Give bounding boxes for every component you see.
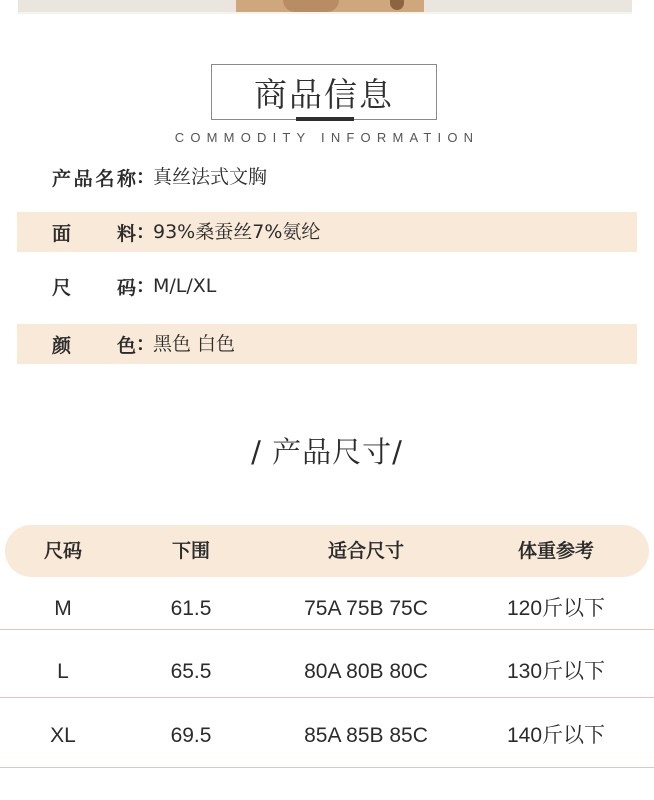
- label-char: 料: [116, 222, 136, 245]
- size-cell: L: [57, 660, 69, 683]
- info-row-color: [17, 324, 637, 364]
- info-row-product-name: [17, 157, 637, 197]
- row-divider: [0, 767, 654, 768]
- weight-cell: 120斤以下: [506, 597, 606, 620]
- label-char: 尺: [52, 276, 72, 299]
- info-label: [52, 266, 136, 306]
- label-char: 品: [73, 167, 93, 190]
- info-value-size: M/L/XL: [153, 275, 217, 297]
- size-cell: XL: [50, 724, 76, 747]
- fit-size-cell: 80A 80B 80C: [304, 660, 428, 683]
- garment-detail: [283, 0, 339, 12]
- label-char: 称: [116, 167, 136, 190]
- size-table-header: [5, 525, 649, 577]
- size-chart-heading: / 产品尺寸/: [251, 435, 403, 469]
- photo-edge: [18, 12, 632, 14]
- row-divider: [0, 629, 654, 630]
- info-label: [52, 324, 136, 364]
- column-header-weight: 体重参考: [517, 540, 594, 562]
- info-value-fabric: 93%桑蚕丝7%氨纶: [153, 221, 321, 243]
- info-label: [52, 157, 136, 197]
- product-photo-strip: [18, 0, 632, 14]
- info-row-fabric: [17, 212, 637, 252]
- column-header-underbust: 下围: [171, 540, 210, 562]
- row-divider: [0, 697, 654, 698]
- title-underline: [296, 117, 354, 121]
- table-row: [0, 640, 654, 704]
- column-header-size: 尺码: [43, 540, 82, 562]
- fit-size-cell: 85A 85B 85C: [304, 724, 428, 747]
- weight-cell: 140斤以下: [506, 724, 606, 747]
- fit-size-cell: 75A 75B 75C: [304, 597, 428, 620]
- info-label: [52, 212, 136, 252]
- info-value-color: 黑色 白色: [153, 333, 236, 355]
- label-char: 色: [116, 334, 136, 357]
- commodity-info-title: 商品信息: [211, 64, 437, 120]
- table-row: [0, 577, 654, 641]
- info-colon: ：: [136, 333, 156, 355]
- info-colon: ：: [136, 166, 156, 188]
- info-value-product-name: 真丝法式文胸: [153, 166, 268, 188]
- label-char: 产: [52, 167, 72, 190]
- column-header-fit-size: 适合尺寸: [327, 540, 404, 562]
- table-row: [0, 704, 654, 768]
- label-char: 面: [52, 222, 72, 245]
- label-char: 名: [95, 167, 115, 190]
- weight-cell: 130斤以下: [506, 660, 606, 683]
- info-colon: ：: [136, 275, 156, 297]
- commodity-info-subtitle: COMMODITY INFORMATION: [174, 130, 480, 145]
- underbust-cell: 69.5: [170, 724, 212, 747]
- info-colon: ：: [136, 221, 156, 243]
- underbust-cell: 61.5: [170, 597, 212, 620]
- size-cell: M: [54, 597, 72, 620]
- label-char: 码: [116, 276, 136, 299]
- underbust-cell: 65.5: [170, 660, 212, 683]
- info-row-size: [17, 266, 637, 306]
- label-char: 颜: [52, 334, 72, 357]
